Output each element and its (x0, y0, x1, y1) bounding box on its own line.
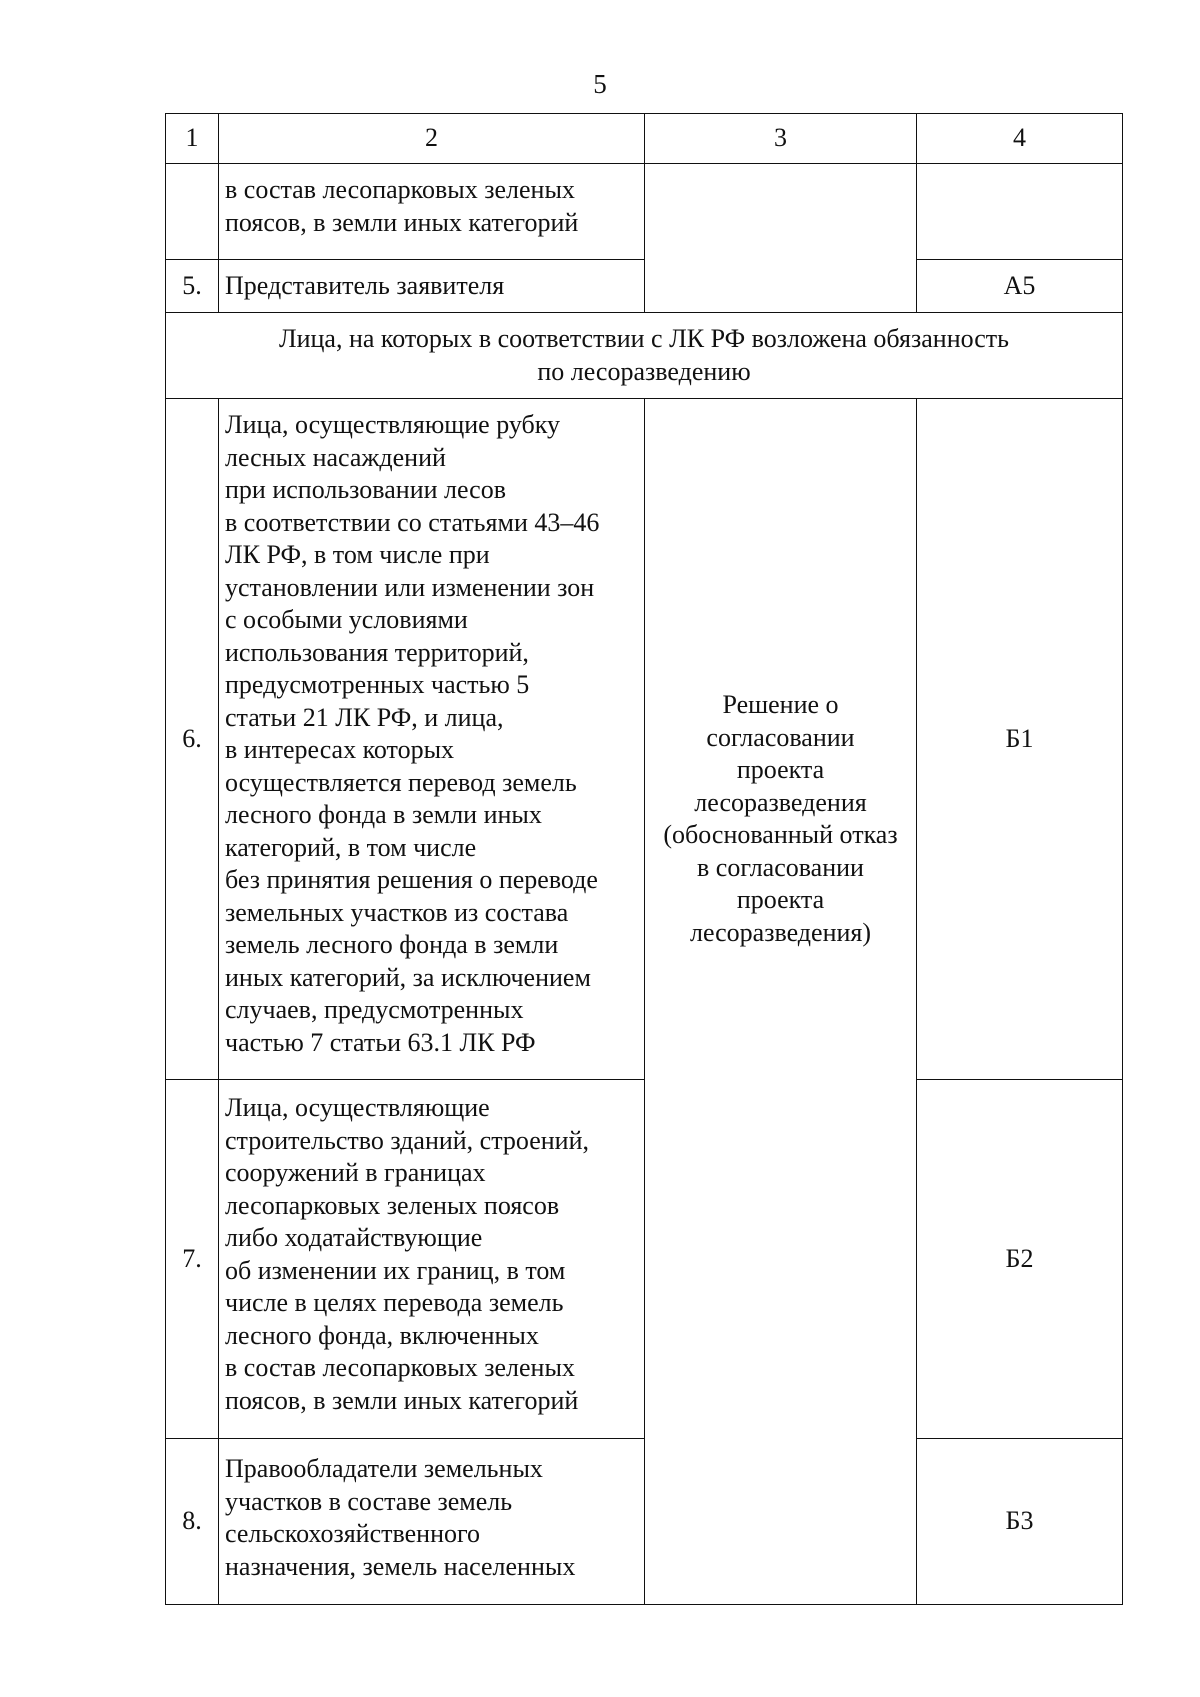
row-description-cell (219, 399, 645, 1080)
table-row-6 (166, 399, 1123, 1080)
row-number-cell (166, 164, 219, 260)
description-line: установлении или изменении зон (225, 572, 595, 602)
column-number-2: 2 (219, 114, 645, 164)
row-description-cell: Представитель заявителя (219, 260, 645, 313)
description-line: случаев, предусмотренных (225, 995, 524, 1024)
description-line: статьи 21 ЛК РФ, и лица, (225, 702, 504, 732)
section-heading-row (166, 313, 1123, 399)
description-line: категорий, в том числе (225, 832, 477, 862)
section-heading (166, 313, 1123, 399)
description-line: лесного фонда в земли иных (225, 800, 542, 829)
row-number-cell: 5. (166, 260, 219, 313)
description-line: осуществляется перевод земель (225, 767, 577, 797)
row-code-cell: Б3 (917, 1439, 1123, 1605)
description-line: сельскохозяйственного (225, 1519, 480, 1548)
result-cell-empty (645, 164, 917, 313)
description-line: ЛК РФ, в том числе при (225, 540, 490, 569)
description-line: лесных насаждений (225, 442, 446, 472)
description-line: без принятия решения о переводе (225, 865, 598, 894)
applicant-categories-table (165, 113, 1123, 1605)
section-heading-line: по лесоразведению (537, 356, 751, 386)
description-line: в соответствии со статьями 43–46 (225, 507, 600, 537)
description-line: числе в целях перевода земель (225, 1288, 564, 1317)
description-line: поясов, в земли иных категорий (225, 207, 579, 237)
row-code-cell: Б1 (917, 399, 1123, 1080)
description-line: сооружений в границах (225, 1158, 486, 1187)
row-code-cell: Б2 (917, 1080, 1123, 1439)
result-line: проекта (736, 755, 825, 784)
row-description-cell (219, 164, 645, 260)
description-line: в интересах которых (225, 735, 455, 764)
description-line: поясов, в земли иных категорий (225, 1385, 579, 1415)
description-line: при использовании лесов (225, 475, 506, 504)
column-number-1: 1 (166, 114, 219, 164)
description-line: земельных участков из состава (225, 897, 569, 927)
column-number-3: 3 (645, 114, 917, 164)
table-row-7 (166, 1080, 1123, 1439)
description-line: частью 7 статьи 63.1 ЛК РФ (225, 1027, 536, 1057)
result-line: Решение о (722, 690, 839, 719)
page-number: 5 (593, 69, 607, 99)
description-line: либо ходатайствующие (225, 1223, 483, 1252)
row-number-cell: 7. (166, 1080, 219, 1439)
row-description-cell (219, 1439, 645, 1605)
result-line: согласовании (706, 722, 855, 752)
description-line: об изменении их границ, в том (225, 1255, 566, 1285)
row-code-cell: А5 (917, 260, 1123, 313)
description-line: иных категорий, за исключением (225, 962, 591, 992)
column-number-4: 4 (917, 114, 1123, 164)
description-line: с особыми условиями (225, 605, 468, 634)
table-header-row (166, 114, 1123, 164)
description-line: предусмотренных частью 5 (225, 670, 530, 699)
description-line: в состав лесопарковых зеленых (225, 175, 575, 204)
description-line: лесного фонда, включенных (225, 1320, 539, 1350)
table-row-5 (166, 260, 1123, 313)
description-line: в состав лесопарковых зеленых (225, 1353, 575, 1382)
table-row-continuation (166, 164, 1123, 260)
section-heading-line: Лица, на которых в соответствии с ЛК РФ возложена обязанность (278, 324, 1010, 353)
result-line: проекта (736, 885, 825, 914)
description-line: участков в составе земель (225, 1486, 513, 1516)
row-code-cell (917, 164, 1123, 260)
description-line: Лица, осуществляющие рубку (225, 410, 561, 439)
row-number-cell: 8. (166, 1439, 219, 1605)
result-line: в согласовании (697, 852, 864, 882)
description-line: назначения, земель населенных (225, 1551, 576, 1581)
table-row-8 (166, 1439, 1123, 1605)
row-description-cell (219, 1080, 645, 1439)
result-line: (обоснованный отказ (663, 820, 898, 849)
row-number-cell: 6. (166, 399, 219, 1080)
result-line: лесоразведения) (689, 917, 872, 947)
result-cell (645, 399, 917, 1605)
description-line: Правообладатели земельных (225, 1454, 543, 1483)
description-line: Лица, осуществляющие (225, 1093, 490, 1122)
description-line: использования территорий, (225, 637, 529, 667)
description-line: лесопарковых зеленых поясов (225, 1190, 560, 1220)
description-line: строительство зданий, строений, (225, 1125, 589, 1155)
description-line: земель лесного фонда в земли (225, 930, 559, 959)
result-line: лесоразведения (694, 787, 867, 817)
